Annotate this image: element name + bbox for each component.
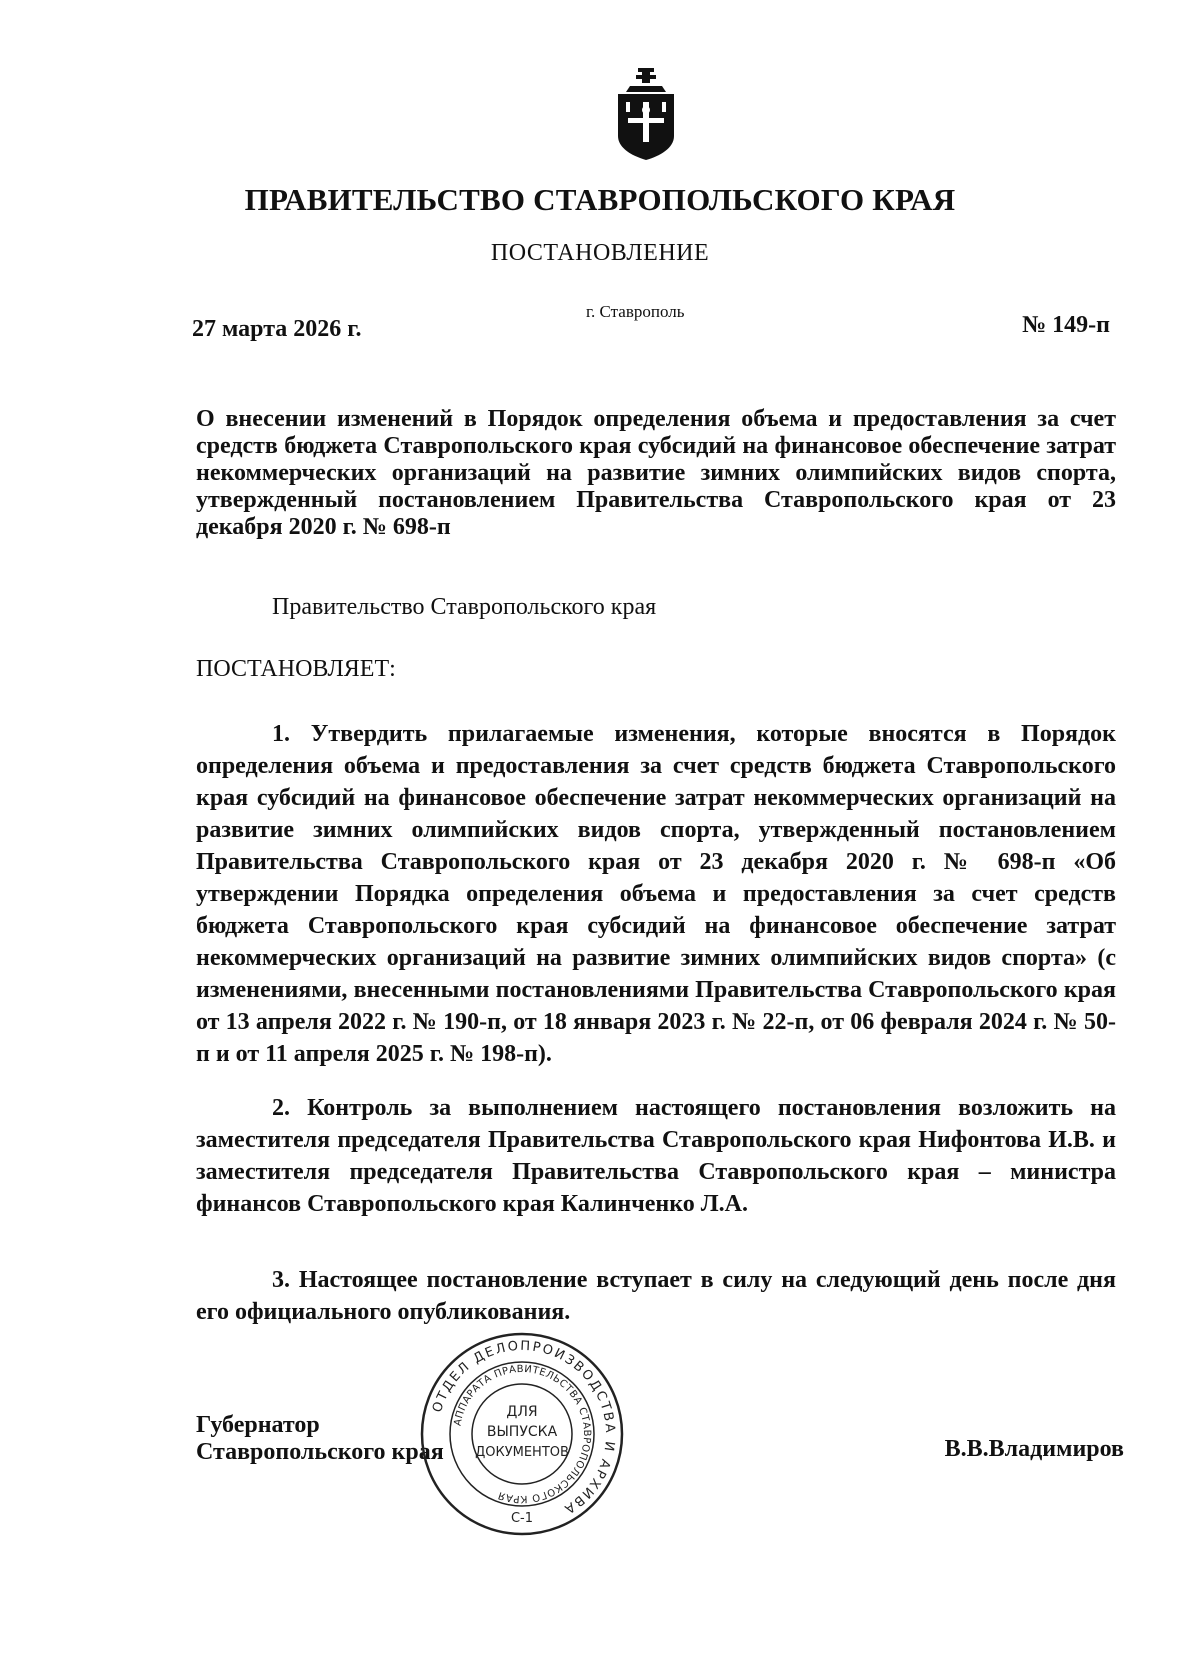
signer-title bbox=[196, 1412, 444, 1466]
official-stamp bbox=[418, 1330, 626, 1538]
stamp-center-line-3: ДОКУМЕНТОВ bbox=[475, 1445, 569, 1460]
decree-heading: ПОСТАНОВЛЯЕТ: bbox=[196, 656, 396, 682]
signer-title-line-2: Ставропольского края bbox=[196, 1439, 444, 1465]
paragraph-2: 2. Контроль за выполнением настоящего постановления возложить на заместителя председателя Правительства Ставропольского края Нифонтова И.В. и заместителя председателя Правительства Ставропольского края – министра финансов Ставропольского края Калинченко Л.А. bbox=[196, 1095, 1116, 1217]
signer-title-line-1: Губернатор bbox=[196, 1412, 320, 1438]
stamp-code: С-1 bbox=[510, 1511, 534, 1526]
document-number: № 149-п bbox=[1022, 312, 1110, 338]
organization-title: ПРАВИТЕЛЬСТВО СТАВРОПОЛЬСКОГО КРАЯ bbox=[244, 182, 956, 217]
stamp-center-line-2: ВЫПУСКА bbox=[486, 1424, 558, 1440]
preamble: Правительство Ставропольского края bbox=[272, 594, 657, 620]
document-type: ПОСТАНОВЛЕНИЕ bbox=[490, 240, 710, 266]
signer-name: В.В.Владимиров bbox=[944, 1436, 1124, 1462]
stamp-inner-text: АППАРАТА ПРАВИТЕЛЬСТВА СТАВРОПОЛЬСКОГО КРАЯ bbox=[452, 1363, 593, 1505]
city: г. Ставрополь bbox=[586, 302, 685, 321]
coat-of-arms-icon bbox=[612, 66, 680, 162]
paragraph-3: 3. Настоящее постановление вступает в силу на следующий день после дня его официального опубликования. bbox=[196, 1267, 1116, 1325]
paragraph-1: 1. Утвердить прилагаемые изменения, которые вносятся в Порядок определения объема и предоставления за счет средств бюджета Ставропольского края субсидий на финансовое обеспечение затрат некоммерческих организаций на развитие зимних олимпийских видов спорта, утвержденный постановлением Правительства Ставропольского края от 23 декабря 2020 г. № 698-п «Об утверждении Порядка определения объема и предоставления за счет средств бюджета Ставропольского края субсидий на финансовое обеспечение затрат некоммерческих организаций на развитие зимних олимпийских видов спорта» (с изменениями, внесенными постановлениями Правительства Ставропольского края от 13 апреля 2022 г. № 190-п, от 18 января 2023 г. № 22-п, от 06 февраля 2024 г. № 50-п и от 11 апреля 2025 г. № 198-п). bbox=[196, 721, 1116, 1067]
document-subject: О внесении изменений в Порядок определения объема и предоставления за счет средств бюджета Ставропольского края субсидий на финансовое обеспечение затрат некоммерческих организаций на развитие зимних олимпийских видов спорта, утвержденный постановлением Правительства Ставропольского края от 23 декабря 2020 г. № 698-п bbox=[196, 406, 1116, 540]
stamp-outer-text: ОТДЕЛ ДЕЛОПРОИЗВОДСТВА И АРХИВА bbox=[429, 1338, 618, 1518]
stamp-center-line-1: ДЛЯ bbox=[506, 1404, 538, 1420]
document-date: 27 марта 2026 г. bbox=[192, 316, 362, 342]
